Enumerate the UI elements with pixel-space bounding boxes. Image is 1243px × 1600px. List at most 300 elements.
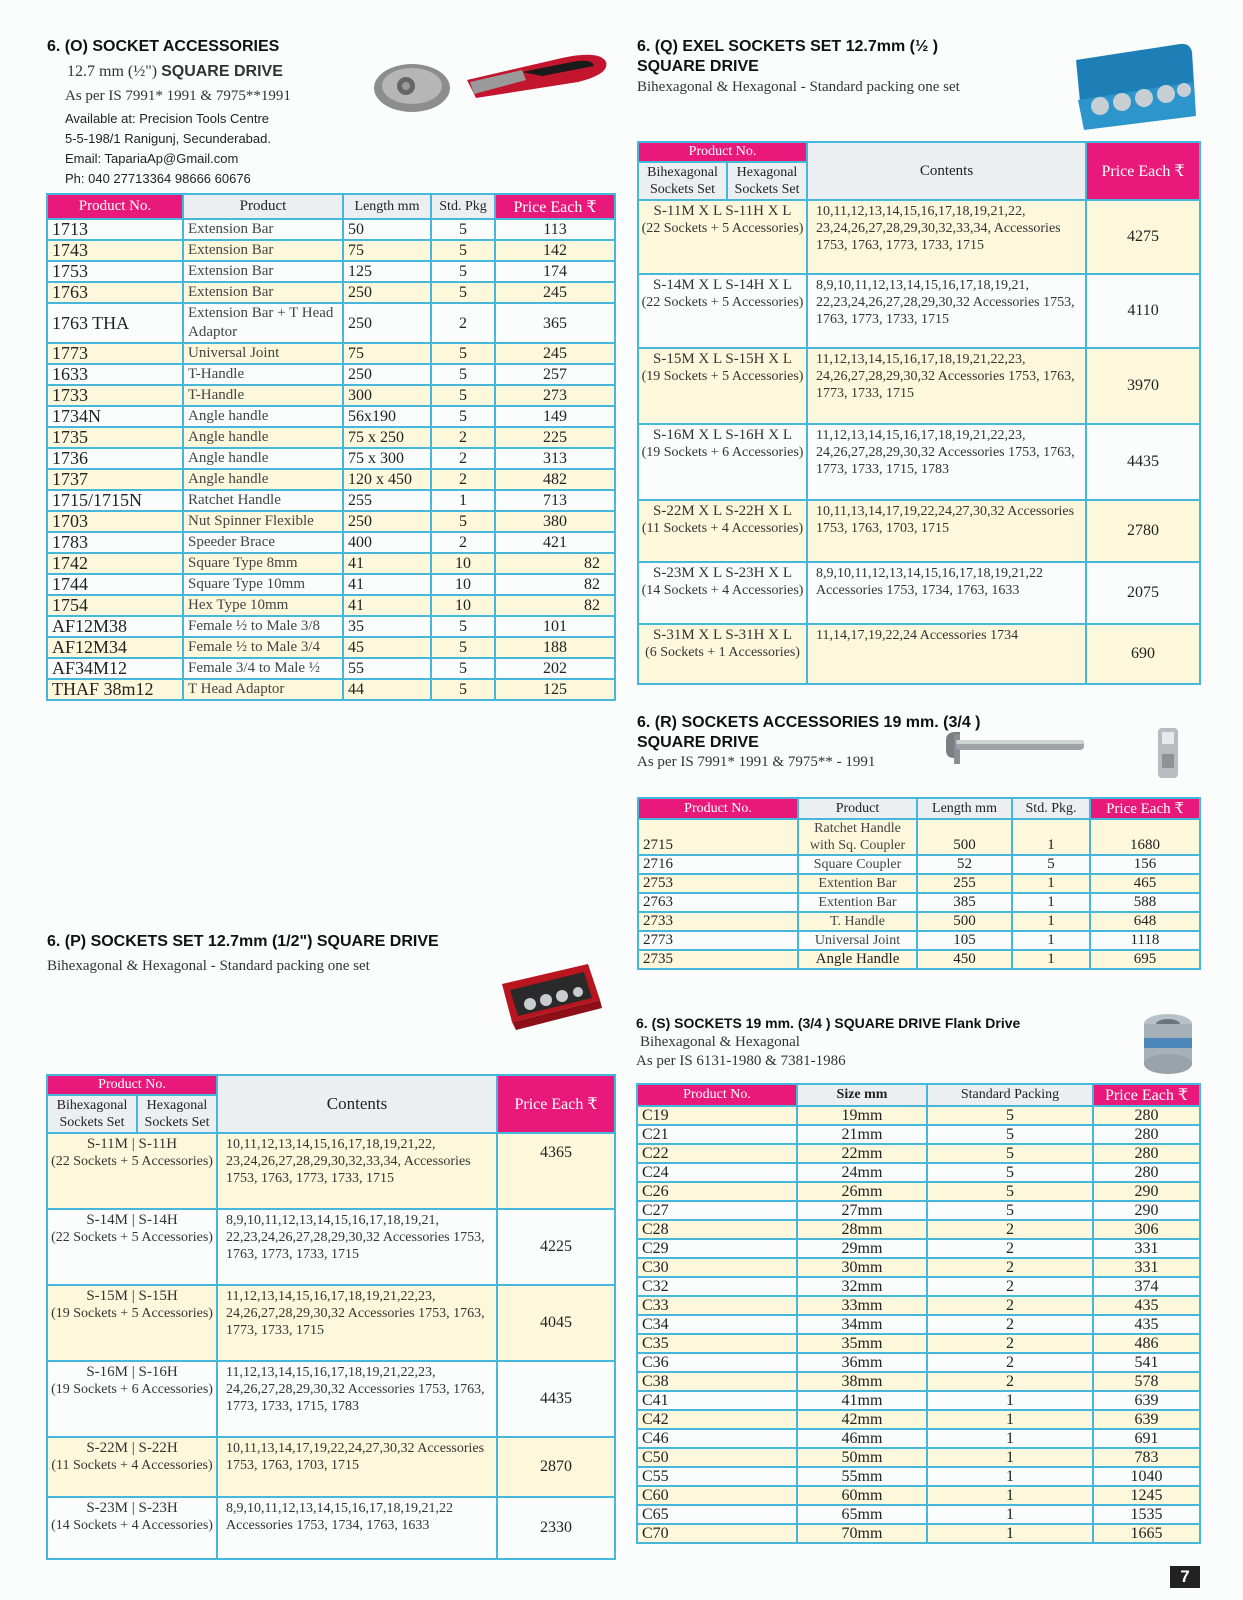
table-cell: 75 x 300	[343, 448, 431, 469]
table-cell: 1734N	[47, 406, 183, 427]
table-cell: Extention Bar	[798, 874, 917, 893]
section-r-title: 6. (R) SOCKETS ACCESSORIES 19 mm. (3/4 )	[637, 714, 981, 731]
contact-info	[65, 109, 271, 189]
set-code: S-23M | S-23H	[86, 1500, 178, 1516]
exel-sockets-set-table	[637, 141, 1201, 685]
table-cell: 120 x 450	[343, 469, 431, 490]
table-cell: 35mm	[797, 1334, 927, 1353]
table-cell: 435	[1093, 1315, 1200, 1334]
table-cell: 41	[343, 574, 431, 595]
section-s-subtitle: Bihexagonal & Hexagonal	[640, 1034, 800, 1050]
table-cell: 2763	[638, 893, 798, 912]
set-desc: (22 Sockets + 5 Accessories)	[641, 295, 804, 310]
table-cell: 142	[495, 240, 615, 261]
set-price: 4435	[497, 1361, 615, 1437]
table-cell: 421	[495, 532, 615, 553]
table-cell: AF12M38	[47, 616, 183, 637]
set-code-cell	[638, 500, 807, 562]
table-cell: 41	[343, 553, 431, 574]
table-cell: Female 3/4 to Male ½	[183, 658, 343, 679]
table-cell: 50mm	[797, 1448, 927, 1467]
table-cell: 101	[495, 616, 615, 637]
table-cell: 1	[927, 1486, 1093, 1505]
table-cell: 36mm	[797, 1353, 927, 1372]
table-cell: 5	[431, 364, 495, 385]
table-row	[637, 1239, 1200, 1258]
table-cell: 1754	[47, 595, 183, 616]
table-cell: 82	[495, 553, 615, 574]
table-cell: 255	[917, 874, 1012, 893]
table-cell: Square Coupler	[798, 855, 917, 874]
set-price: 4225	[497, 1209, 615, 1285]
table-cell: 300	[343, 385, 431, 406]
table-cell: C46	[637, 1429, 797, 1448]
col-product: Product	[798, 798, 917, 819]
table-cell: Square Type 8mm	[183, 553, 343, 574]
table-cell: 149	[495, 406, 615, 427]
table-cell: 1736	[47, 448, 183, 469]
section-p-title: 6. (P) SOCKETS SET 12.7mm (1/2") SQUARE DRIVE	[47, 933, 439, 950]
table-row	[637, 1220, 1200, 1239]
table-cell: 32mm	[797, 1277, 927, 1296]
col-std-packing: Standard Packing	[927, 1084, 1093, 1106]
section-o-sub-drive: SQUARE DRIVE	[161, 63, 283, 80]
set-contents: 11,12,13,14,15,16,17,18,19,21,22,23, 24,26,27,28,29,30,32 Accessories 1753, 1763, 1773, 1733, 1715, 1783	[807, 424, 1086, 500]
table-cell: 245	[495, 343, 615, 364]
table-cell: 5	[927, 1163, 1093, 1182]
table-cell: 1	[1012, 874, 1090, 893]
set-contents: 10,11,12,13,14,15,16,17,18,19,21,22, 23,24,26,27,28,29,30,32,33,34, Accessories 1753, 1763, 1773, 1733, 1715	[807, 200, 1086, 274]
contact-address: 5-5-198/1 Ranigunj, Secunderabad.	[65, 131, 271, 146]
col-product-no: Product No.	[47, 194, 183, 219]
table-cell: T-Handle	[183, 385, 343, 406]
set-contents: 8,9,10,11,12,13,14,15,16,17,18,19,21, 22,23,24,26,27,28,29,30,32 Accessories 1753, 1763, 1773, 1733, 1715	[807, 274, 1086, 348]
table-cell: 24mm	[797, 1163, 927, 1182]
set-code: S-15M | S-15H	[86, 1288, 178, 1304]
table-cell: 70mm	[797, 1524, 927, 1543]
table-cell: 1703	[47, 511, 183, 532]
table-cell: 2	[927, 1334, 1093, 1353]
set-code-cell	[47, 1209, 217, 1285]
col-size: Size mm	[797, 1084, 927, 1106]
section-q-title-drive: SQUARE DRIVE	[637, 58, 759, 75]
sockets-accessories-19mm-table	[637, 797, 1201, 970]
col-product-no: Product No.	[637, 1084, 797, 1106]
table-cell: Extention Bar	[798, 893, 917, 912]
table-cell: 44	[343, 679, 431, 700]
col-std-pkg: Std. Pkg.	[1012, 798, 1090, 819]
table-row	[637, 1486, 1200, 1505]
table-cell: 1	[927, 1410, 1093, 1429]
table-cell: 75	[343, 343, 431, 364]
table-cell: Extension Bar	[183, 219, 343, 240]
table-cell: T. Handle	[798, 912, 917, 931]
table-cell: 1	[927, 1429, 1093, 1448]
set-code: S-11M | S-11H	[86, 1136, 178, 1152]
set-price: 4110	[1086, 274, 1200, 348]
table-cell: Extension Bar	[183, 282, 343, 303]
table-cell: 60mm	[797, 1486, 927, 1505]
set-contents: 10,11,12,13,14,15,16,17,18,19,21,22, 23,24,26,27,28,29,30,32,33,34, Accessories 1753, 1763, 1773, 1733, 1715	[217, 1133, 497, 1209]
table-cell: 26mm	[797, 1182, 927, 1201]
table-cell: 188	[495, 637, 615, 658]
table-cell: 639	[1093, 1410, 1200, 1429]
table-cell: 5	[431, 616, 495, 637]
table-cell: 280	[1093, 1106, 1200, 1125]
table-cell: 2	[927, 1315, 1093, 1334]
table-cell: 82	[495, 574, 615, 595]
section-q-title: 6. (Q) EXEL SOCKETS SET 12.7mm (½ )	[637, 38, 939, 55]
table-row	[637, 1277, 1200, 1296]
table-cell: C70	[637, 1524, 797, 1543]
table-cell: 695	[1090, 950, 1200, 969]
table-cell: C60	[637, 1486, 797, 1505]
contact-email: Email: TapariaAp@Gmail.com	[65, 151, 239, 166]
table-cell: 1	[927, 1391, 1093, 1410]
table-cell: 1733	[47, 385, 183, 406]
table-cell: Hex Type 10mm	[183, 595, 343, 616]
table-cell: C36	[637, 1353, 797, 1372]
col-price: Price Each ₹	[497, 1075, 615, 1133]
table-cell: 2	[927, 1277, 1093, 1296]
table-cell: Square Type 10mm	[183, 574, 343, 595]
set-desc: (22 Sockets + 5 Accessories)	[51, 1154, 213, 1169]
set-code: S-22M X L S-22H X L	[652, 503, 793, 519]
table-cell: C28	[637, 1220, 797, 1239]
col-product-no: Product No.	[47, 1075, 217, 1095]
set-desc: (11 Sockets + 4 Accessories)	[51, 1458, 213, 1473]
table-cell: 35	[343, 616, 431, 637]
set-code: S-22M | S-22H	[86, 1440, 178, 1456]
table-cell: 1	[927, 1505, 1093, 1524]
table-cell: 1633	[47, 364, 183, 385]
set-desc: (22 Sockets + 5 Accessories)	[51, 1230, 213, 1245]
col-product: Product	[183, 194, 343, 219]
table-row	[637, 1372, 1200, 1391]
table-cell: 1713	[47, 219, 183, 240]
table-cell: 28mm	[797, 1220, 927, 1239]
set-price: 4435	[1086, 424, 1200, 500]
section-s-standard: As per IS 6131-1980 & 7381-1986	[636, 1053, 846, 1069]
table-cell: 250	[343, 364, 431, 385]
set-contents: 10,11,13,14,17,19,22,24,27,30,32 Accessories 1753, 1763, 1703, 1715	[217, 1437, 497, 1497]
set-desc: (22 Sockets + 5 Accessories)	[641, 221, 804, 236]
table-cell: 1	[431, 490, 495, 511]
table-row	[637, 1448, 1200, 1467]
table-cell: 2	[431, 469, 495, 490]
table-cell: 56x190	[343, 406, 431, 427]
table-cell: C42	[637, 1410, 797, 1429]
table-cell: 30mm	[797, 1258, 927, 1277]
table-cell: 29mm	[797, 1239, 927, 1258]
table-cell: 5	[431, 658, 495, 679]
set-desc: (11 Sockets + 4 Accessories)	[641, 521, 804, 536]
flank-drive-sockets-body	[637, 1106, 1200, 1543]
set-code: S-31M X L S-31H X L	[652, 627, 793, 643]
table-cell: 435	[1093, 1296, 1200, 1315]
table-row	[637, 1391, 1200, 1410]
section-o-standard: As per IS 7991* 1991 & 7975**1991	[65, 88, 291, 104]
table-cell: 280	[1093, 1163, 1200, 1182]
table-cell: 5	[927, 1201, 1093, 1220]
table-cell: C35	[637, 1334, 797, 1353]
table-cell: 52	[917, 855, 1012, 874]
table-cell: 1773	[47, 343, 183, 364]
set-code: S-16M X L S-16H X L	[652, 427, 793, 443]
set-price: 4045	[497, 1285, 615, 1361]
table-cell: C32	[637, 1277, 797, 1296]
table-cell: 5	[927, 1144, 1093, 1163]
set-contents: 11,12,13,14,15,16,17,18,19,21,22,23, 24,26,27,28,29,30,32 Accessories 1753, 1763, 1773, 1733, 1715	[217, 1285, 497, 1361]
col-hex-set: Hexagonal Sockets Set	[727, 162, 807, 200]
table-cell: 486	[1093, 1334, 1200, 1353]
table-cell: 19mm	[797, 1106, 927, 1125]
table-cell: 5	[927, 1125, 1093, 1144]
col-hex-set: Hexagonal Sockets Set	[137, 1095, 217, 1133]
table-cell: 500	[917, 912, 1012, 931]
table-cell: 500	[917, 819, 1012, 855]
table-cell: 65mm	[797, 1505, 927, 1524]
table-cell: 290	[1093, 1201, 1200, 1220]
table-cell: 280	[1093, 1125, 1200, 1144]
table-cell: 42mm	[797, 1410, 927, 1429]
table-cell: 306	[1093, 1220, 1200, 1239]
table-cell: 1	[1012, 912, 1090, 931]
table-cell: 1	[927, 1524, 1093, 1543]
col-bihex-set: Bihexagonal Sockets Set	[47, 1095, 137, 1133]
table-cell: 1743	[47, 240, 183, 261]
set-code-cell	[47, 1285, 217, 1361]
table-cell: 1	[927, 1467, 1093, 1486]
socket-accessories-table	[46, 193, 616, 701]
table-cell: 385	[917, 893, 1012, 912]
table-cell: 5	[431, 679, 495, 700]
table-row	[637, 1315, 1200, 1334]
table-cell: C34	[637, 1315, 797, 1334]
section-p-subtitle: Bihexagonal & Hexagonal - Standard packing one set	[47, 958, 370, 974]
table-cell: 2	[431, 532, 495, 553]
set-code-cell	[638, 348, 807, 424]
table-cell: 465	[1090, 874, 1200, 893]
table-cell: 1	[1012, 931, 1090, 950]
flank-drive-socket-image	[1138, 1010, 1198, 1080]
table-cell: 648	[1090, 912, 1200, 931]
table-cell: Speeder Brace	[183, 532, 343, 553]
table-cell: 1	[1012, 893, 1090, 912]
table-cell: Angle Handle	[798, 950, 917, 969]
set-price: 2330	[497, 1497, 615, 1559]
table-cell: 2	[927, 1239, 1093, 1258]
table-cell: Ratchet Handle with Sq. Coupler	[798, 819, 917, 855]
table-row	[637, 1429, 1200, 1448]
table-row	[637, 1163, 1200, 1182]
col-product-no: Product No.	[638, 142, 807, 162]
table-cell: 380	[495, 511, 615, 532]
table-cell: C21	[637, 1125, 797, 1144]
t-handle-image	[940, 718, 1192, 788]
table-cell: C33	[637, 1296, 797, 1315]
set-code: S-15M X L S-15H X L	[652, 351, 793, 367]
table-cell: 1	[1012, 819, 1090, 855]
table-row	[637, 1106, 1200, 1125]
table-cell: 2	[431, 303, 495, 343]
table-cell: T Head Adaptor	[183, 679, 343, 700]
table-cell: C50	[637, 1448, 797, 1467]
table-cell: 38mm	[797, 1372, 927, 1391]
set-code-cell	[638, 424, 807, 500]
table-cell: 313	[495, 448, 615, 469]
table-cell: 331	[1093, 1239, 1200, 1258]
table-cell: 1763 THA	[47, 303, 183, 343]
table-cell: 1753	[47, 261, 183, 282]
col-price: Price Each ₹	[1086, 142, 1200, 200]
table-cell: 33mm	[797, 1296, 927, 1315]
set-price: 4365	[497, 1133, 615, 1209]
contact-phone: Ph: 040 27713364 98666 60676	[65, 171, 251, 186]
set-desc: (19 Sockets + 5 Accessories)	[641, 369, 804, 384]
table-row	[637, 1353, 1200, 1372]
table-cell: 280	[1093, 1144, 1200, 1163]
table-cell: 2735	[638, 950, 798, 969]
set-contents: 8,9,10,11,12,13,14,15,16,17,18,19,21,22 Accessories 1753, 1734, 1763, 1633	[807, 562, 1086, 624]
table-row	[637, 1182, 1200, 1201]
table-cell: 2715	[638, 819, 798, 855]
table-cell: 691	[1093, 1429, 1200, 1448]
set-desc: (19 Sockets + 5 Accessories)	[51, 1306, 213, 1321]
table-cell: 5	[431, 343, 495, 364]
table-cell: AF34M12	[47, 658, 183, 679]
page-number: 7	[1170, 1566, 1200, 1588]
set-code: S-14M X L S-14H X L	[652, 277, 793, 293]
table-cell: 1715/1715N	[47, 490, 183, 511]
col-bihex-set: Bihexagonal Sockets Set	[638, 162, 727, 200]
table-cell: 202	[495, 658, 615, 679]
set-code: S-11M X L S-11H X L	[653, 203, 792, 219]
table-cell: C22	[637, 1144, 797, 1163]
table-cell: 1665	[1093, 1524, 1200, 1543]
table-cell: 2	[927, 1372, 1093, 1391]
set-contents: 11,12,13,14,15,16,17,18,19,21,22,23, 24,26,27,28,29,30,32 Accessories 1753, 1763, 1773, 1733, 1715, 1783	[217, 1361, 497, 1437]
table-row	[637, 1505, 1200, 1524]
contact-shop: Available at: Precision Tools Centre	[65, 111, 270, 126]
table-cell: 2	[927, 1220, 1093, 1239]
table-cell: 255	[343, 490, 431, 511]
table-cell: 713	[495, 490, 615, 511]
table-cell: 50	[343, 219, 431, 240]
table-row	[637, 1144, 1200, 1163]
table-cell: 5	[431, 511, 495, 532]
table-cell: 5	[431, 637, 495, 658]
set-desc: (19 Sockets + 6 Accessories)	[641, 445, 804, 460]
table-row	[637, 1524, 1200, 1543]
col-length: Length mm	[343, 194, 431, 219]
table-cell: 10	[431, 595, 495, 616]
section-o-sub-size: 12.7 mm (½")	[67, 63, 158, 80]
table-cell: 75	[343, 240, 431, 261]
table-cell: 10	[431, 574, 495, 595]
table-cell: Extension Bar + T Head Adaptor	[183, 303, 343, 343]
set-code-cell	[638, 624, 807, 684]
table-cell: 174	[495, 261, 615, 282]
table-cell: 1783	[47, 532, 183, 553]
table-cell: 2716	[638, 855, 798, 874]
table-cell: 5	[1012, 855, 1090, 874]
table-cell: 1245	[1093, 1486, 1200, 1505]
table-cell: 125	[495, 679, 615, 700]
table-cell: 55mm	[797, 1467, 927, 1486]
table-cell: 639	[1093, 1391, 1200, 1410]
table-cell: C26	[637, 1182, 797, 1201]
set-price: 2870	[497, 1437, 615, 1497]
table-cell: Angle handle	[183, 448, 343, 469]
table-cell: Nut Spinner Flexible	[183, 511, 343, 532]
set-code: S-14M | S-14H	[86, 1212, 178, 1228]
table-cell: 290	[1093, 1182, 1200, 1201]
set-desc: (14 Sockets + 4 Accessories)	[641, 583, 804, 598]
table-cell: 2	[927, 1296, 1093, 1315]
ratchet-handle-image	[372, 42, 612, 114]
table-cell: 1040	[1093, 1467, 1200, 1486]
table-cell: 257	[495, 364, 615, 385]
col-contents: Contents	[217, 1075, 497, 1133]
table-cell: 45	[343, 637, 431, 658]
table-row	[637, 1334, 1200, 1353]
table-cell: 156	[1090, 855, 1200, 874]
table-cell: 250	[343, 303, 431, 343]
table-cell: T-Handle	[183, 364, 343, 385]
table-cell: 1763	[47, 282, 183, 303]
table-cell: 783	[1093, 1448, 1200, 1467]
table-cell: 273	[495, 385, 615, 406]
table-cell: Ratchet Handle	[183, 490, 343, 511]
set-code-cell	[47, 1437, 217, 1497]
set-code-cell	[47, 1133, 217, 1209]
table-row	[637, 1201, 1200, 1220]
table-cell: 578	[1093, 1372, 1200, 1391]
set-price: 690	[1086, 624, 1200, 684]
section-r-title-drive: SQUARE DRIVE	[637, 734, 759, 751]
table-cell: 2	[431, 448, 495, 469]
table-cell: 41	[343, 595, 431, 616]
table-cell: 2753	[638, 874, 798, 893]
table-cell: 1680	[1090, 819, 1200, 855]
table-cell: Extension Bar	[183, 240, 343, 261]
set-contents: 8,9,10,11,12,13,14,15,16,17,18,19,21,22 Accessories 1753, 1734, 1763, 1633	[217, 1497, 497, 1559]
table-cell: 2	[927, 1258, 1093, 1277]
table-cell: 46mm	[797, 1429, 927, 1448]
set-code-cell	[638, 562, 807, 624]
table-cell: 1118	[1090, 931, 1200, 950]
table-cell: 250	[343, 282, 431, 303]
table-cell: Universal Joint	[798, 931, 917, 950]
table-cell: 5	[431, 282, 495, 303]
table-cell: 22mm	[797, 1144, 927, 1163]
table-cell: C55	[637, 1467, 797, 1486]
set-contents: 11,14,17,19,22,24 Accessories 1734	[807, 624, 1086, 684]
table-cell: 588	[1090, 893, 1200, 912]
section-s-title: 6. (S) SOCKETS 19 mm. (3/4 ) SQUARE DRIVE Flank Drive	[636, 1015, 1021, 1031]
table-cell: 5	[431, 219, 495, 240]
col-price: Price Each ₹	[1093, 1084, 1200, 1106]
table-cell: Angle handle	[183, 406, 343, 427]
table-cell: 2773	[638, 931, 798, 950]
table-cell: 225	[495, 427, 615, 448]
col-contents: Contents	[807, 142, 1086, 200]
table-cell: 1735	[47, 427, 183, 448]
table-cell: 1742	[47, 553, 183, 574]
col-length: Length mm	[917, 798, 1012, 819]
set-code: S-16M | S-16H	[86, 1364, 178, 1380]
